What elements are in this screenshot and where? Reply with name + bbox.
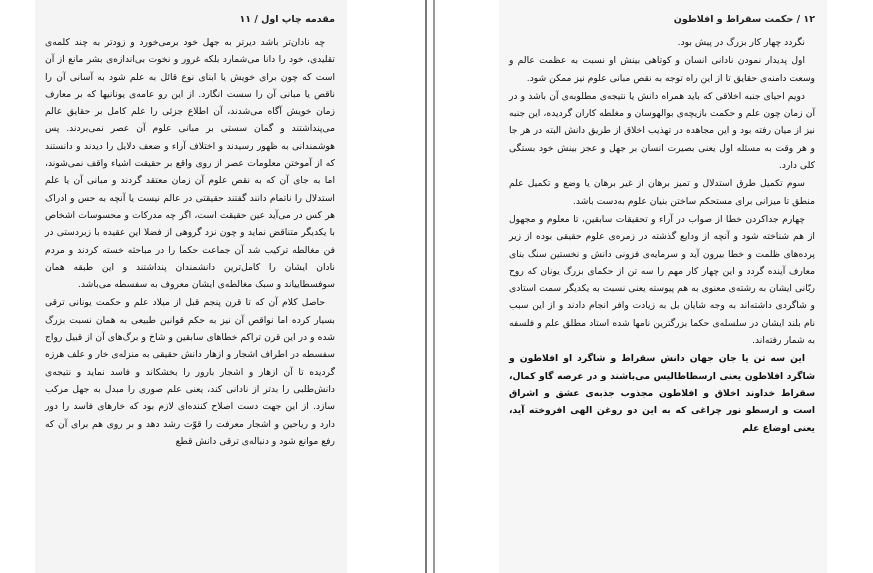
left-page-body bbox=[45, 34, 335, 450]
book-gutter-line bbox=[425, 0, 427, 573]
left-book-page bbox=[35, 0, 347, 573]
left-page-header bbox=[45, 14, 335, 30]
book-gutter-line bbox=[433, 0, 435, 573]
right-page-header bbox=[509, 14, 815, 30]
right-page-paragraph-1: نگردد چهار کار بزرگ در پیش بود. bbox=[677, 37, 805, 48]
right-page-paragraph-2: اول پدیدار نمودن نادانی انسان و کوتاهی بینش او نسبت به عظمت عالم و وسعت دامنه‌ی حقایق تا از این راه توجه به نقص مبانی علوم نیز ممکن شود. bbox=[509, 55, 815, 84]
left-page-paragraph-2: حاصل کلام آن که تا قرن پنجم قبل از میلاد علم و حکمت یونانی ترقی بسیار کرده اما نواقص آن نیز به حکم قوانین طبیعی به همان نسبت بزرگ شده و در این قرن تراکم خطاهای سابقین و شاخ و برگ‌های آن از قبیل رواج سفسطه در اطراف اشجار و ازهار دانش حقیقی به منزله‌ی خار و علف هرزه گردیده تا آن ازهار و اشجار بارور را بخشکاند و فاسد نماید و نتیجه‌ی دانش‌طلبی را بدتر از نادانی کند، یعنی علم صوری را مبدل به جهل مرکب سازد. از این جهت دست اصلاح کننده‌ای لازم بود که خارهای فاسد را دور دارد و ریاحین و اشجار معرفت را قوّت رشد دهد و بر روی هم برای آن که رفع موانع شود و دنباله‌ی ترقی دانش قطع bbox=[45, 297, 335, 447]
right-page-header-text: ۱۲ / حکمت سقراط و افلاطون bbox=[673, 14, 815, 25]
left-page-paragraph-1: چه نادان‌تر باشد دیرتر به جهل خود برمی‌خورد و زودتر به چند کلمه‌ی تقلیدی، خود را دانا می‌شمارد بلکه غرور و نخوت بی‌اندازه‌ی بشر مانع از آن است که چون برای خویش یا ابنای نوع قائل به علم شود به آسانی آن را ناقص یا مبانی آن را سست انگارد. از این رو عامه‌ی یونانیها که بر معارف زمان خویش آگاه می‌شدند، آن اطلاع جزئی را علم کامل بر حقایق عالم می‌پنداشتند و گمان سستی بر مبانی علوم آن عصر نمی‌بردند. پس هوشمندانی به ظهور رسیدند و اختلاف آراء و ضعف دلایل را دیدند و دانستند که از آموختن معلومات عصر از روی واقع بر حقیقت اشیاء واقف نمی‌شوند، اما به جای آن که به نقص علوم آن زمان معتقد گردند و مبانی آن یا علم استدلال را ناتمام دانند گفتند حقیقتی در عالم نیست یا آنچه به حس و ادراک هر کس در می‌آید عین حقیقت است، اگر چه مدرکات و محسوسات اشخاص با یکدیگر متناقض نماید و چون نزد گروهی از فضلا این عقیده با زبردستی در فن مغالطه ترکیب شد آن جماعت حکما را در مباحثه خسته کردند و مردم نادان ایشان را کامل‌ترین دانشمندان پنداشتند و این طبقه همان سوفسطاییاند و سبک مغالطه‌ی ایشان معروف به سفسطه می‌باشد. bbox=[45, 37, 335, 291]
right-page-paragraph-3: دویم احیای جنبه اخلاقی که باید همراه دانش یا نتیجه‌ی مطلوبه‌ی آن باشد و در آن زمان چون علم و حکمت بازیچه‌ی بوالهوسان و مغلطه کاران گردیده، این جنبه نیز از میان رفته بود و این مجاهده در تهذیب اخلاق از طریق دانش البته در هر جا و هر وقت به مسئله اول یعنی بصیرت انسان بر جهل و عجز بینش خود بستگی کلی دارد. bbox=[509, 90, 815, 172]
right-book-page bbox=[499, 0, 827, 573]
right-page-paragraph-4: سوم تکمیل طرق استدلال و تمیز برهان از غیر برهان یا وضع و تکمیل علم منطق تا میزانی برای مستحکم ساختن بنیان علوم به‌دست باشد. bbox=[509, 178, 815, 207]
right-page-paragraph-6: این سه تن یا جان جهان دانش سقراط و شاگرد او افلاطون و شاگرد افلاطون یعنی ارسطاطالیس می‌باشند و در عرصه گاو کمال، سقراط خداوند اخلاق و افلاطون مجذوب جذبه‌ی عشق و اشراق است و ارسطو نور چراغی که به این دو روغن الهی افروخته آید، یعنی اوضاع علم bbox=[509, 353, 815, 434]
right-page-paragraph-5: چهارم جداکردن خطا از صواب در آراء و تحقیقات سابقین، تا معلوم و مجهول از هم شناخته شود و آنچه از ودایع گذشته در زمره‌ی علوم حقیقی بوده از زیر پرده‌های ظلمت و خطا بیرون آید و سرمایه‌ی فزونی دانش و نخستین سنگ بنای معارف آینده گردد و این چهار کار مهم را سه تن از حکمای بزرگ یونان که روح ربّانی ایشان به رشته‌ی معنوی به هم پیوسته یعنی نسبت به یکدیگر سمت استادی و شاگردی داشته‌اند به وجه شایان بل به زیادت وافر انجام دادند و از این سبب نام بلند ایشان در سلسله‌ی حکما بزرگترین نامها شده استاد مطلق علم و فلسفه به شمار رفته‌اند. bbox=[509, 213, 815, 347]
right-page-body bbox=[509, 34, 815, 437]
left-page-header-text: مقدمه چاپ اول / ۱۱ bbox=[239, 14, 335, 25]
